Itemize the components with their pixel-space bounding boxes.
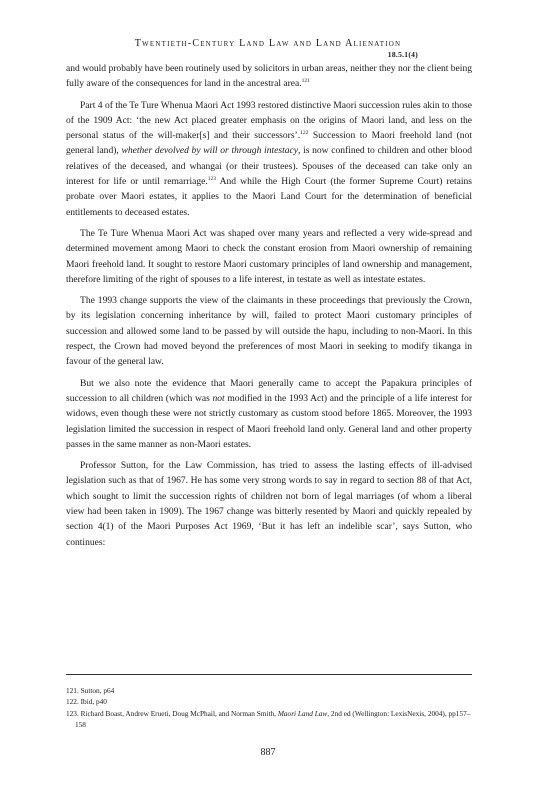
paragraph: Part 4 of the Te Ture Whenua Maori Act 1993 restored distinctive Maori succession rules akin to those of the 1909 Act: ‘the new Act placed greater emphasis on the origins of Maori land, and less on the personal status of the will-maker[s] and their successors’.$^{122}$ Succession to Maori freehold land (not general land), whether devolved by will or through intestacy, is now confined to children and other blood relatives of the deceased, and whangai (or their trustees). Spouses of the deceased can take only an interest for life or until remarriage.$^{123}$ And while the High Court (the former Supreme Court) retains probate over Maori estates, it applies to the Maori Land Court for the determination of beneficial entitlements to deceased estates. [66,99,473,218]
paragraph: The 1993 change supports the view of the claimants in these proceedings that previously the Crown, by its legislation concerning inheritance by will, failed to protect Maori customary principles of succession and allowed some land to be passed by will outside the hapu, including to non-Maori. In this respect, the Crown had moved beyond the preferences of most Maori in seeking to modify tikanga in favour of the general law. [66,295,472,368]
footnote: 123. Richard Boast, Andrew Erueti, Doug McPhail, and Norman Smith, Maori Land Law, 2nd ed (Wellington: LexisNexis, 2004), pp157–158 [66,708,471,730]
footnote-ref[interactable]: 121 [301,78,310,85]
footnote-ref[interactable]: 123 [207,176,217,183]
body-text [66,61,472,556]
section-number: 18.5.1(4) [387,50,418,59]
page-number: 887 [260,747,276,758]
paragraph: Professor Sutton, for the Law Commission, has tried to assess the lasting effects of ill-advised legislation such as that of 1967. He has some very strong words to say in regard to section 88 of that Act, which sought to limit the succession rights of children not born of legal marriages (of whom a liberal view had been taken in 1909). The 1967 change was bitterly resented by Maori and quickly repealed by section 4(1) of the Maori Purposes Act 1969, ‘But it has left an indelible scar’, says Sutton, who continues: [66,460,472,548]
footnotes [66,685,472,731]
paragraph: and would probably have been routinely used by solicitors in urban areas, neither they nor the client being fully aware of the consequences for land in the ancestral area.$^{121}$ [66,63,472,90]
running-head: Twentieth-Century Land Law and Land Alienation [134,38,402,49]
footnote: 122. Ibid, p40 [66,697,107,707]
footnote: 121. Sutton, p64 [66,686,115,695]
emphasis: not [212,392,225,404]
paragraph: The Te Ture Whenua Maori Act was shaped over many years and reflected a very wide-spread and determined movement among Maori to check the constant erosion from Maori ownership of remaining Maori freehold land. It sought to restore Maori customary principles of land ownership and management, therefore limiting of the right of spouses to a life interest, in testate as well as intestate estates. [66,227,472,285]
footnote-divider [66,674,472,675]
emphasis: whether devolved by will or through intestacy [121,145,298,157]
footnote-ref[interactable]: 122 [300,130,309,137]
paragraph: But we also note the evidence that Maori generally came to accept the Papakura principles of succession to all children (which was not modified in the 1993 Act) and the principle of a life interest for widows, even though these were not strictly customary as custom stood before 1865. Moreover, the 1993 legislation limited the succession in respect of Maori freehold land only. General land and other property passes in the same manner as non-Maori estates. [66,377,472,450]
